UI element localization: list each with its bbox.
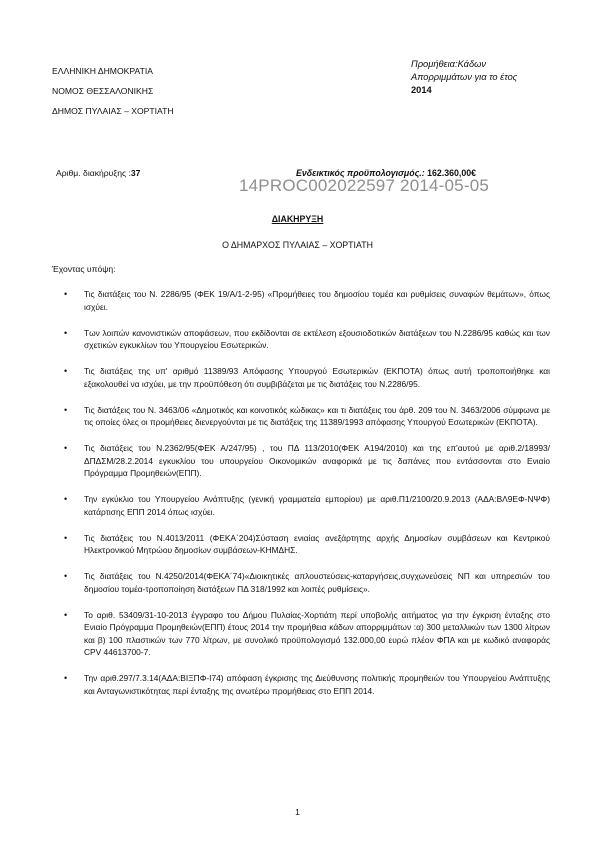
bullet-icon: • (64, 327, 68, 338)
issuer-country: ΕΛΛΗΝΙΚΗ ΔΗΜΟΚΡΑΤΙΑ (52, 66, 153, 76)
bullet-icon: • (64, 571, 68, 581)
consideration-item (52, 570, 550, 595)
document-title: ΔΙΑΚΗΡΥΞΗ (271, 214, 324, 224)
declaration-number (56, 168, 140, 178)
issuing-authority: Ο ΔΗΜΑΡΧΟΣ ΠΥΛΑΙΑΣ – ΧΟΡΤΙΑΤΗ (222, 240, 373, 250)
bullet-icon: • (64, 673, 68, 683)
considerations-list (52, 288, 550, 711)
declaration-number-value: 37 (130, 168, 141, 178)
consideration-item (52, 327, 550, 352)
budget-amount: 162.360,00€ (427, 168, 477, 178)
consideration-item (52, 365, 550, 390)
consideration-text: Την εγκύκλιο του Υπουργείου Ανάπτυξης (γενική γραμματεία εμπορίου) με αριθ.Π1/2100/20.9.2013 (ΑΔΑ:ΒΛ9ΕΦ-ΝΨΦ) κατάρτισης ΕΠΠ 2014 όπως ισχύει. (84, 494, 550, 517)
consideration-text: Τις διατάξεις του Ν.2362/95(ΦΕΚ Α/247/95) , του ΠΔ 113/2010(ΦΕΚ Α194/2010) και της επ'αυτού με αριθ.2/18993/ΔΠΔΣΜ/28.2.2014 εγκυκλίου του υπουργείου Οικονομικών αναφορικά με τις δαπάνες που εντάσσονται στο Ενιαίο Πρόγραμμα Προμηθειών(ΕΠΠ). (84, 443, 550, 478)
consideration-text: Τις διατάξεις του Ν. 2286/95 (ΦΕΚ 19/Α/1-2-95) «Προμήθειες του δημοσίου τομέα και ρυθμίσεις συναφών θεμάτων», όπως ισχύει. (84, 289, 550, 312)
bullet-icon: • (64, 532, 68, 543)
declaration-number-label: Αριθμ. διακήρυξης : (56, 168, 131, 178)
page-number: 1 (295, 807, 300, 817)
consideration-item (52, 672, 550, 697)
consideration-item (52, 288, 550, 313)
consideration-text: Τις διατάξεις της υπ' αριθμό 11389/93 Απόφασης Υπουργού Εσωτερικών (ΕΚΠΟΤΑ) όπως αυτή τροποποιήθηκε και εξακολουθεί να ισχύει, με την προϋπόθεση ότι συμβιβάζεται με τις διατάξεις του Ν.2286/95. (84, 366, 550, 389)
consideration-item (52, 609, 550, 659)
issuer-municipality: ΔΗΜΟΣ ΠΥΛΑΙΑΣ – ΧΟΡΤΙΑΤΗ (52, 106, 174, 116)
issuer-block (52, 61, 174, 121)
subject-block (411, 58, 561, 97)
consideration-item (52, 442, 550, 480)
bullet-icon: • (64, 404, 68, 415)
subject-line-1: Προμήθεια:Κάδων (411, 59, 487, 69)
bullet-icon: • (64, 366, 68, 376)
consideration-text: Το αριθ. 53409/31-10-2013 έγγραφο του Δήμου Πυλαίας-Χορτιάτη περί υποβολής αιτήματος για την έγκριση ένταξης στο Ενιαίο Πρόγραμμα Προμηθειών(ΕΠΠ) έτους 2014 την προμήθεια κάδων απορριμμάτων :α) 300 μεταλλικών των 1300 λίτρων και β) 100 πλαστικών των 770 λίτρων, με συνολικό προϋπολογισμό 132.000,00 ευρώ πλέον ΦΠΑ και με κωδικό αναφοράς CPV 44613700-7. (84, 609, 550, 657)
bullet-icon: • (64, 609, 68, 620)
consideration-text: Τις διατάξεις του Ν. 3463/06 «Δημοτικός και κοινοτικός κώδικας» και τι διατάξεις του άρθ. 209 του Ν. 3463/2006 σύμφωνα με τις οποίες όλες οι προμήθειες διενεργούνται με τις διατάξεις της 11389/1993 απόφασης Υπουργού Εσωτερικών (ΕΚΠΟΤΑ). (84, 404, 550, 427)
budget-label: Ενδεικτικός προϋπολογισμός.: (296, 168, 425, 178)
preamble-heading: Έχοντας υπόψη: (52, 264, 116, 274)
consideration-item (52, 493, 550, 518)
subject-year: 2014 (411, 85, 432, 95)
consideration-text: Τις διατάξεις του Ν.4013/2011 (ΦΕΚΑ΄204)Σύσταση ενιαίας ανεξάρτητης αρχής Δημοσίων συμβάσεων και Κεντρικού Ηλεκτρονικού Μητρώου δημοσίων συμβάσεων-ΚΗΜΔΗΣ. (84, 532, 550, 555)
registry-stamp: 14PROC002022597 2014-05-05 (239, 176, 489, 195)
bullet-icon: • (64, 289, 68, 299)
consideration-text: Τις διατάξεις του Ν.4250/2014(ΦΕΚΑ΄74)«Διοικητικές απλουστεύσεις-καταργήσεις,συγχωνεύσεις ΝΠ και υπηρεσιών του δημοσίου τομέα-τροποποίηση διατάξεων ΠΔ 318/1992 και λοιπές ρυθμίσεις». (84, 571, 550, 594)
consideration-text: Των λοιπών κανονιστικών αποφάσεων, που εκδίδονται σε εκτέλεση εξουσιοδοτικών διατάξεων του Ν.2286/95 καθώς και των σχετικών εγκυκλίων του Υπουργείου Εσωτερικών. (84, 327, 550, 350)
bullet-icon: • (64, 443, 68, 453)
issuer-prefecture: ΝΟΜΟΣ ΘΕΣΣΑΛΟΝΙΚΗΣ (52, 86, 154, 96)
consideration-item (52, 532, 550, 557)
consideration-item (52, 404, 550, 429)
subject-line-2: Απορριμμάτων για το έτος (411, 72, 518, 82)
bullet-icon: • (64, 494, 68, 504)
consideration-text: Την αριθ.297/7.3.14(ΑΔΑ:ΒΙΞΠΦ-Ι74) απόφαση έγκρισης της Διεύθυνσης πολιτικής προμηθειών του Υπουργείου Ανάπτυξης και Ανταγωνιστικότητας περί ένταξης της ανωτέρω προμήθειας στο ΕΠΠ 2014. (84, 673, 550, 696)
